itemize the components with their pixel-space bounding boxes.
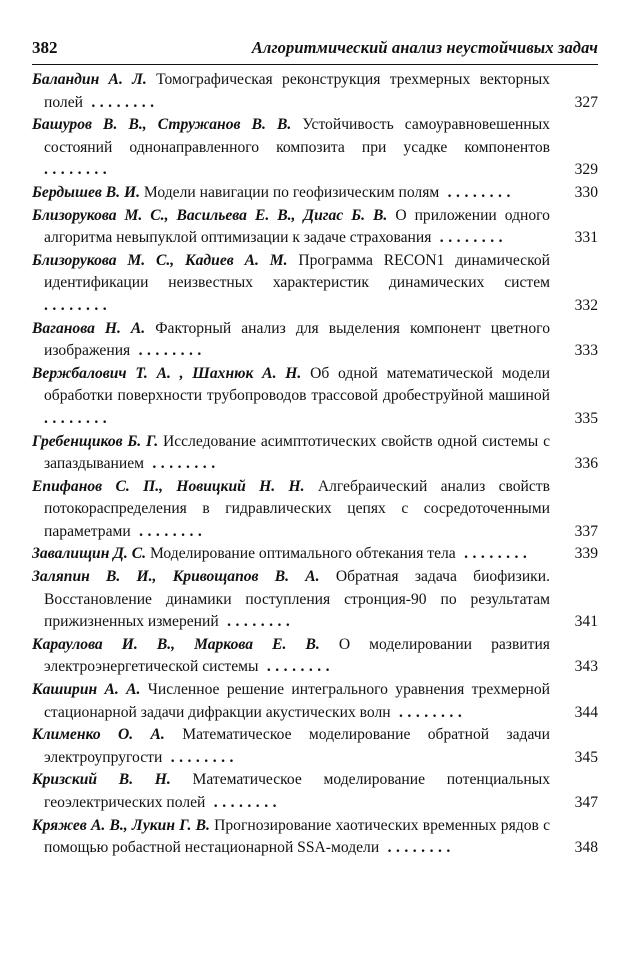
- entry-title: Устойчивость самоуравновешенных состояний однонаправленного композита при усадке компонентов: [44, 116, 550, 156]
- entry-title: Прогнозирование хаотических временных рядов с помощью робастной нестационарной SSA-модели: [44, 816, 550, 857]
- entry-authors: Заляпин В. И., Кривощапов В. А.: [32, 568, 320, 586]
- entry-authors: Вержбалович Т. А. , Шахнюк А. Н.: [32, 364, 302, 382]
- entry-authors: Завалищин Д. С.: [32, 545, 147, 563]
- toc-entry: [32, 205, 598, 250]
- entry-page-number: 329: [574, 161, 598, 179]
- leader-dots: ........: [455, 545, 532, 563]
- entry-authors: Гребенщиков Б. Г.: [32, 432, 159, 450]
- table-of-contents: [32, 69, 598, 860]
- leader-dots: ........: [130, 342, 206, 360]
- entry-authors: Каширин А. А.: [32, 681, 141, 699]
- leader-dots: ........: [258, 658, 335, 676]
- leader-dots: ........: [379, 839, 455, 857]
- entry-title: Томографическая реконструкция трехмерных векторных полей: [44, 71, 550, 111]
- entry-page-number: 341: [574, 613, 598, 631]
- book-page: [32, 38, 598, 860]
- leader-dots: ........: [218, 613, 295, 631]
- toc-entry: [32, 114, 598, 182]
- entry-authors: Близорукова М. С., Кадиев А. М.: [32, 251, 288, 269]
- page-number: 382: [32, 38, 58, 57]
- toc-entry: [32, 69, 598, 114]
- toc-entry: [32, 566, 598, 634]
- entry-title: Программа RECON1 динамической идентификации неизвестных характеристик динамических систем: [44, 251, 550, 292]
- entry-authors: Кризский В. Н.: [32, 771, 171, 789]
- entry-title: Модели навигации по геофизическим полям: [143, 183, 440, 201]
- entry-page-number: 348: [574, 839, 598, 857]
- entry-title: Моделирование оптимального обтекания тела: [149, 545, 456, 563]
- toc-entry: [32, 250, 598, 318]
- leader-dots: ........: [205, 794, 281, 811]
- leader-dots: ........: [390, 703, 467, 721]
- entry-title: Исследование асимптотических свойств одной системы с запаздыванием: [44, 432, 550, 473]
- entry-title: Факторный анализ для выделения компонент цветного изображения: [44, 319, 550, 360]
- entry-title: Численное решение интегрального уравнения трехмерной стационарной задачи дифракции акустических волн: [44, 681, 550, 721]
- entry-title: Математическое моделирование обратной задачи электроупругости: [44, 726, 550, 766]
- entry-title: Алгебраический анализ свойств потокораспределения в гидравлических цепях с сосредоточенными параметрами: [44, 477, 550, 540]
- entry-page-number: 343: [574, 658, 598, 676]
- entry-authors: Караулова И. В., Маркова Е. В.: [32, 635, 320, 653]
- entry-page-number: 331: [574, 229, 598, 247]
- toc-entry: [32, 431, 598, 476]
- leader-dots: ........: [44, 161, 112, 179]
- toc-entry: [32, 815, 598, 860]
- entry-page-number: 347: [574, 794, 598, 811]
- leader-dots: ........: [44, 409, 112, 427]
- leader-dots: ........: [44, 296, 112, 314]
- entry-authors: Баландин А. Л.: [32, 71, 147, 88]
- entry-page-number: 335: [574, 409, 598, 427]
- toc-entry: [32, 679, 598, 724]
- toc-entry: [32, 543, 598, 566]
- entry-title: Обратная задача биофизики. Восстановление динамики поступления стронция-90 по результатам прижизненных измерений: [44, 568, 550, 631]
- entry-authors: Бердышев В. И.: [32, 183, 140, 201]
- toc-entry: [32, 318, 598, 363]
- entry-authors: Епифанов С. П., Новицкий Н. Н.: [32, 477, 305, 495]
- entry-page-number: 332: [574, 296, 598, 314]
- leader-dots: ........: [439, 183, 515, 201]
- leader-dots: ........: [144, 455, 220, 473]
- entry-title: Математическое моделирование потенциальных геоэлектрических полей: [44, 771, 550, 811]
- leader-dots: ........: [82, 93, 159, 111]
- entry-page-number: 330: [574, 183, 598, 201]
- entry-page-number: 344: [574, 703, 598, 721]
- entry-page-number: 337: [574, 522, 598, 540]
- entry-authors: Клименко О. А.: [32, 726, 165, 744]
- entry-title: О приложении одного алгоритма невыпуклой оптимизации к задаче страхования: [44, 206, 550, 247]
- entry-page-number: 339: [574, 545, 598, 563]
- toc-entry: [32, 363, 598, 431]
- leader-dots: ........: [431, 229, 507, 247]
- toc-entry: [32, 182, 598, 205]
- entry-authors: Ваганова Н. А.: [32, 319, 146, 337]
- entry-page-number: 327: [574, 93, 598, 111]
- entry-title: Об одной математической модели обработки поверхности трубопроводов трассовой дробеструйной машиной: [44, 364, 550, 405]
- entry-page-number: 336: [574, 455, 598, 473]
- entry-authors: Близорукова М. С., Васильева Е. В., Дигас Б. В.: [32, 206, 388, 224]
- toc-entry: [32, 476, 598, 544]
- leader-dots: ........: [130, 522, 207, 540]
- entry-title: О моделировании развития электроэнергетической системы: [44, 635, 550, 676]
- entry-page-number: 333: [574, 342, 598, 360]
- toc-entry: [32, 634, 598, 679]
- running-title: Алгоритмический анализ неустойчивых задач: [251, 38, 598, 57]
- toc-entry: [32, 724, 598, 769]
- leader-dots: ........: [162, 748, 238, 766]
- running-header: [32, 38, 598, 65]
- entry-authors: Кряжев А. В., Лукин Г. В.: [32, 816, 210, 834]
- toc-entry: [32, 769, 598, 814]
- entry-authors: Башуров В. В., Стружанов В. В.: [32, 116, 292, 134]
- entry-page-number: 345: [574, 748, 598, 766]
